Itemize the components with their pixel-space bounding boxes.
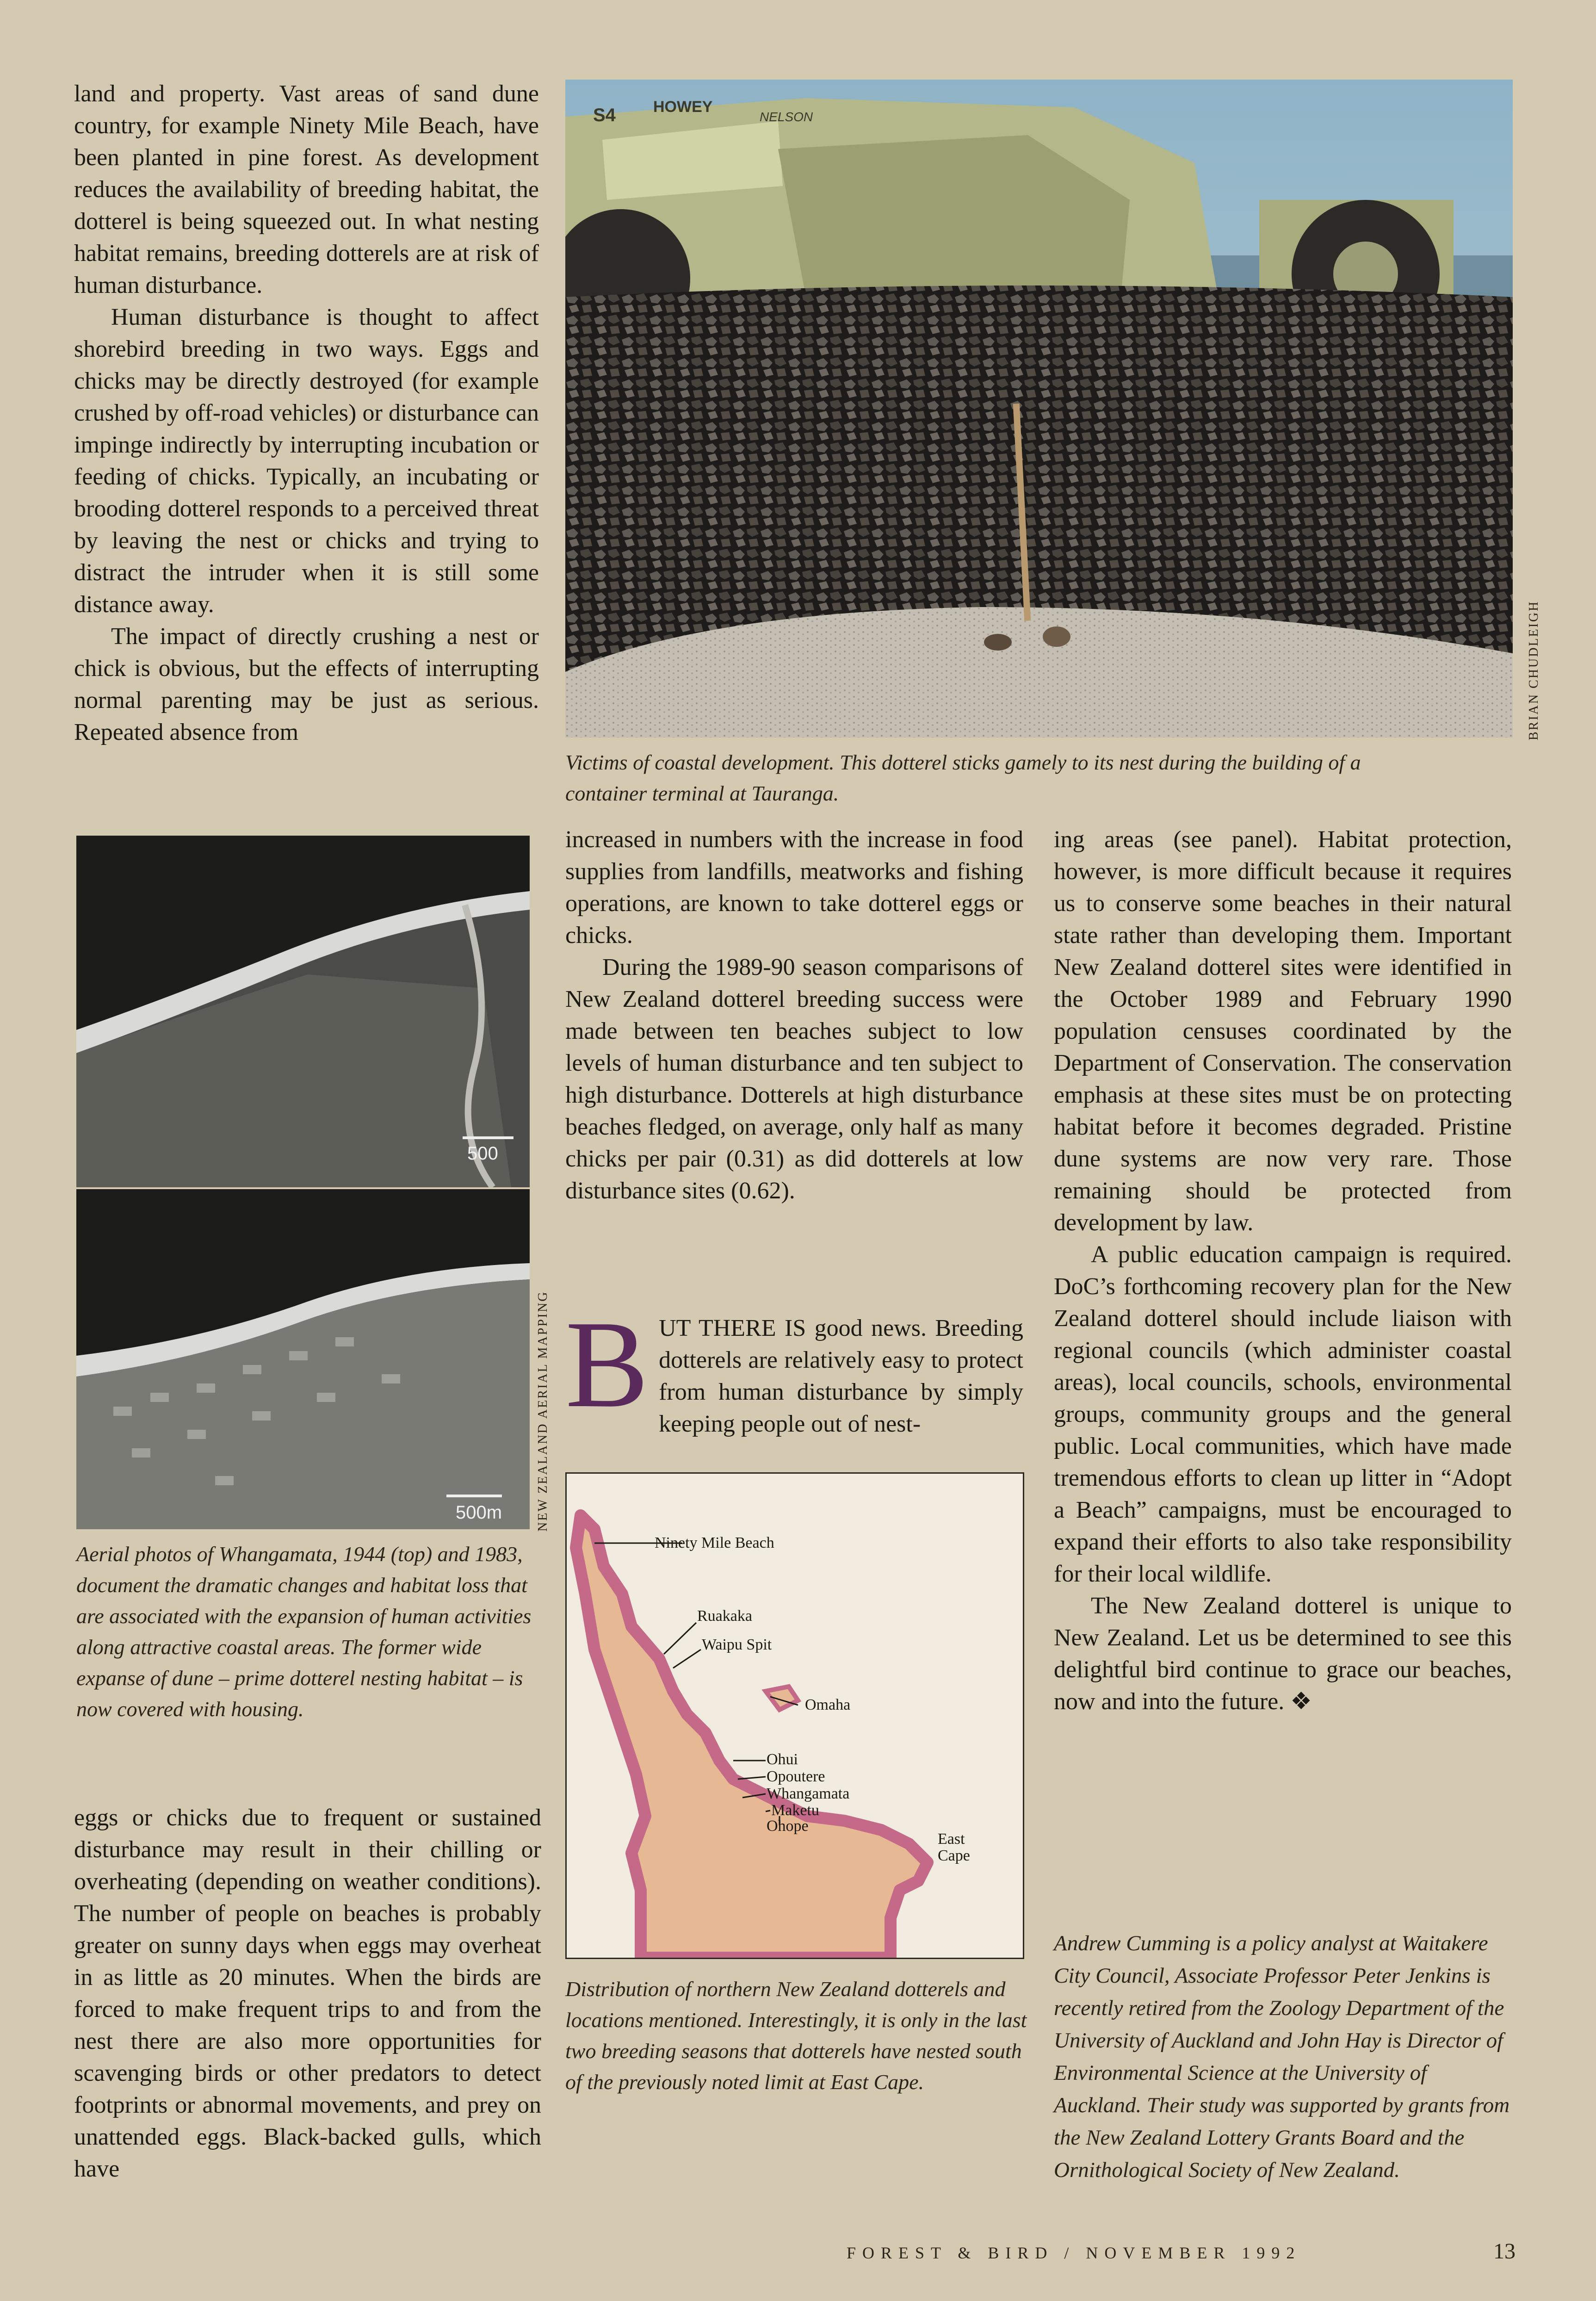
map-label-ruakaka: Ruakaka <box>697 1607 752 1625</box>
paragraph: increased in numbers with the increase in food supplies from landfills, meatworks and fishing operations, are known to take dotterel eggs or chicks. <box>565 826 1023 949</box>
map-label-opoutere: Opoutere <box>767 1768 825 1785</box>
island-shape <box>766 1687 798 1710</box>
photo-credit-brian-chudleigh: BRIAN CHUDLEIGH <box>1527 600 1541 740</box>
author-note: Andrew Cumming is a policy analyst at Waitakere City Council, Associate Professor Peter Jenkins is recently retired from the Zoology Department of the University of Auckland and John Hay is Director of Environmental Science at the University of Auckland. Their study was supported by grants from the New Zealand Lottery Grants Board and the Ornithological Society of New Zealand. <box>1054 1931 1510 2182</box>
vehicle-label-howey: HOWEY <box>653 98 713 116</box>
paragraph: During the 1989-90 season comparisons of New Zealand dotterel breeding success were made between ten beaches subject to low levels of human disturbance and ten subject to high disturbance. Dotterels at high disturbance beaches fledged, on average, only half as many chicks per pair (0.31) as did dotterels at low disturbance sites (0.62). <box>565 954 1023 1204</box>
paragraph: Human disturbance is thought to affect shorebird breeding in two ways. Eggs and chicks may be directly destroyed (for example crushed by off-road vehicles) or disturbance can impinge indirectly by interrupting incubation or feeding of chicks. Typically, an incubating or brooding dotterel responds to a perceived threat by leaving the nest or chicks and trying to distract the intruder when it is still some distance away. <box>74 304 539 618</box>
dropcap-lead-text: UT THERE IS <box>659 1315 806 1341</box>
dotterel-distribution-map <box>565 1472 1024 1959</box>
container-terminal-illustration <box>565 80 1513 738</box>
paragraph: eggs or chicks due to frequent or sustained disturbance may result in their chilling or overheating (depending on weather conditions). The number of people on beaches is probably greater on sunny days when eggs may overheat in as little as 20 minutes. When the birds are forced to make frequent trips to and from the nest there are also more opportunities for scavenging birds or other predators to detect footprints or abnormal movements, and prey on unattended eggs. Black-backed gulls, which have <box>74 1805 541 2182</box>
paragraph: land and property. Vast areas of sand dune country, for example Ninety Mile Beach, have been planted in pine forest. As development reduces the availability of breeding habitat, the dotterel is being squeezed out. In what nesting habitat remains, breeding dotterels are at risk of human disturbance. <box>74 81 539 298</box>
scale-bar-label-bottom: 500m <box>456 1502 502 1523</box>
aerial-photo-1983 <box>76 1189 530 1529</box>
map-caption: Distribution of northern New Zealand dotterels and locations mentioned. Interestingly, it is only in the last two breeding seasons that dotterels have nested south of the previously noted limit at East Cape. <box>565 1977 1027 2094</box>
map-label-cape: Cape <box>938 1847 970 1864</box>
top-photo-caption: Victims of coastal development. This dotterel sticks gamely to its nest during the building of a container terminal at Tauranga. <box>565 750 1361 805</box>
paragraph: The impact of directly crushing a nest or chick is obvious, but the effects of interrupting normal parenting may be just as serious. Repeated absence from <box>74 623 539 745</box>
col3-text <box>1054 824 1512 1718</box>
vehicle-label-s4: S4 <box>593 105 616 125</box>
drop-cap-letter: B <box>565 1295 649 1433</box>
aerial-1944-image <box>76 836 530 1187</box>
col1-bottom-text <box>74 1802 541 2185</box>
map-label-omaha: Omaha <box>805 1696 851 1713</box>
aerial-photo-1944 <box>76 836 530 1187</box>
map-label-maketu: Maketu <box>771 1802 819 1819</box>
aerial-photos-caption: Aerial photos of Whangamata, 1944 (top) and 1983, document the dramatic changes and habitat loss that are associated with the expansion of human activities along attractive coastal areas. The former wide expanse of dune – prime dotterel nesting habitat – is now covered with housing. <box>76 1542 532 1721</box>
magazine-footer: FOREST & BIRD / NOVEMBER 1992 <box>847 2244 1301 2262</box>
paragraph: ing areas (see panel). Habitat protection, however, is more difficult because it requires us to conserve some beaches in their natural state rather than developing them. Important New Zealand dotterel sites were identified in the October 1989 and February 1990 population censuses coordinated by the Department of Conservation. The conservation emphasis at these sites must be on protecting habitat before it becomes degraded. Pristine dune systems are now very rare. Those remaining should be protected from development by law. <box>1054 826 1512 1236</box>
aerial-photo-credit: NEW ZEALAND AERIAL MAPPING <box>536 1290 550 1532</box>
col2-text <box>565 824 1023 1207</box>
vehicle-label-nelson: NELSON <box>760 110 813 124</box>
map-label-ohope: Ohope <box>767 1817 809 1835</box>
aerial-1983-image <box>76 1189 530 1529</box>
map-label-whangamata: Whangamata <box>767 1785 850 1802</box>
col1-top-text <box>74 78 539 748</box>
paragraph: A public education campaign is required. DoC’s forthcoming recovery plan for the New Zealand dotterel should include liaison with regional councils (which administer coastal areas), local councils, schools, environmental groups, community groups and the general public. Local communities, which have made tremendous efforts to clean up litter in “Adopt a Beach” campaigns, must be encouraged to expand their efforts to also take responsibility for their local wildlife. <box>1054 1241 1512 1587</box>
map-label-ohui: Ohui <box>767 1751 798 1768</box>
dropcap-rest-text: good news. Breeding dotterels are relatively easy to protect from human disturbance by simply keeping people out of nest- <box>659 1315 1023 1437</box>
paragraph: The New Zealand dotterel is unique to New Zealand. Let us be determined to see this delightful bird continue to grace our beaches, now and into the future. ❖ <box>1054 1593 1512 1715</box>
scale-bar-label-top: 500 <box>467 1143 498 1164</box>
map-label-east: East <box>938 1830 965 1848</box>
north-island-landmass <box>576 1515 928 1958</box>
container-terminal-photo <box>565 80 1513 738</box>
map-label-ninety-mile-beach: Ninety Mile Beach <box>655 1534 774 1551</box>
page-number: 13 <box>1493 2239 1516 2264</box>
north-island-map <box>567 1474 1023 1958</box>
map-label-waipu-spit: Waipu Spit <box>702 1636 772 1653</box>
dropcap-paragraph <box>565 1295 1023 1440</box>
